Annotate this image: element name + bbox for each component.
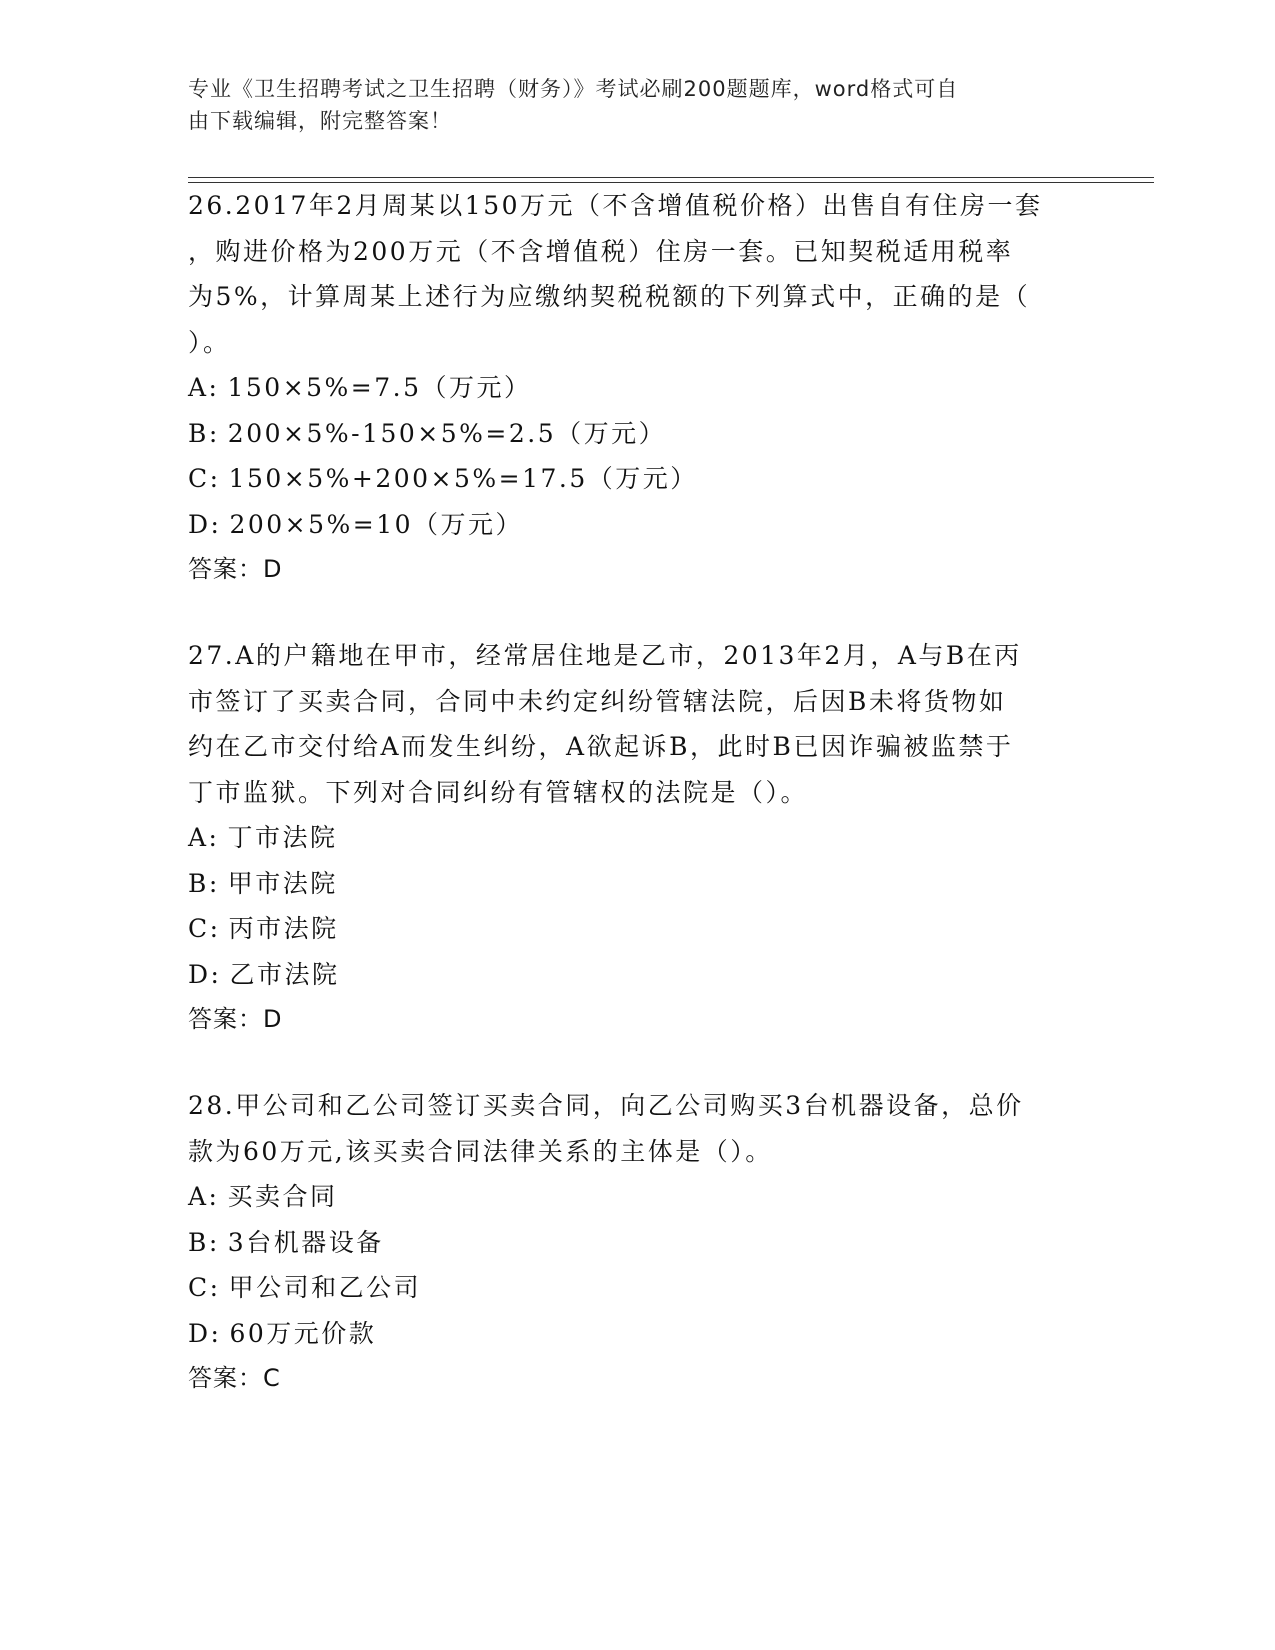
header-divider-top xyxy=(188,177,1154,178)
option-d: D: 60万元价款 xyxy=(188,1318,377,1348)
option-a: A: 买卖合同 xyxy=(188,1182,338,1211)
stem-line: ）。 xyxy=(188,327,231,357)
stem-line: 26.2017年2月周某以150万元（不含增值税价格）出售自有住房一套 xyxy=(188,191,1043,220)
option-d: D: 200×5%=10（万元） xyxy=(188,509,524,539)
question-stem xyxy=(188,1083,1088,1174)
option-b: B: 200×5%-150×5%=2.5（万元） xyxy=(188,418,667,448)
question-26 xyxy=(188,183,1088,593)
option-a: A: 150×5%=7.5（万元） xyxy=(188,373,532,402)
page-header xyxy=(188,73,1068,137)
stem-line: 约在乙市交付给A而发生纠纷，A欲起诉B，此时B已因诈骗被监禁于 xyxy=(188,732,1014,761)
stem-line: 丁市监狱。下列对合同纠纷有管辖权的法院是（）。 xyxy=(188,777,809,807)
stem-line: 27.A的户籍地在甲市，经常居住地是乙市，2013年2月，A与B在丙 xyxy=(188,641,1022,670)
stem-line: ，购进价格为200万元（不含增值税）住房一套。已知契税适用税率 xyxy=(188,236,1014,266)
option-c: C: 150×5%+200×5%=17.5（万元） xyxy=(188,464,698,493)
answer-label: 答案：D xyxy=(188,555,283,583)
question-stem xyxy=(188,183,1088,365)
option-b: B: 3台机器设备 xyxy=(188,1227,384,1257)
stem-line: 为5%，计算周某上述行为应缴纳契税税额的下列算式中，正确的是（ xyxy=(188,282,1031,311)
option-c: C: 甲公司和乙公司 xyxy=(188,1273,422,1302)
option-d: D: 乙市法院 xyxy=(188,959,340,989)
question-27 xyxy=(188,633,1088,1043)
answer-label: 答案：D xyxy=(188,1005,283,1033)
question-28 xyxy=(188,1083,1088,1402)
header-line-1: 专业《卫生招聘考试之卫生招聘（财务）》考试必刷200题题库，word格式可自 xyxy=(188,77,959,101)
stem-line: 款为60万元,该买卖合同法律关系的主体是（）。 xyxy=(188,1136,773,1166)
option-a: A: 丁市法院 xyxy=(188,823,338,852)
stem-line: 28.甲公司和乙公司签订买卖合同，向乙公司购买3台机器设备，总价 xyxy=(188,1091,1024,1120)
option-b: B: 甲市法院 xyxy=(188,868,338,898)
stem-line: 市签订了买卖合同，合同中未约定纠纷管辖法院，后因B未将货物如 xyxy=(188,686,1007,716)
answer-label: 答案：C xyxy=(188,1364,281,1392)
question-stem xyxy=(188,633,1088,815)
header-line-2: 由下载编辑，附完整答案！ xyxy=(188,109,452,133)
option-c: C: 丙市法院 xyxy=(188,914,339,943)
